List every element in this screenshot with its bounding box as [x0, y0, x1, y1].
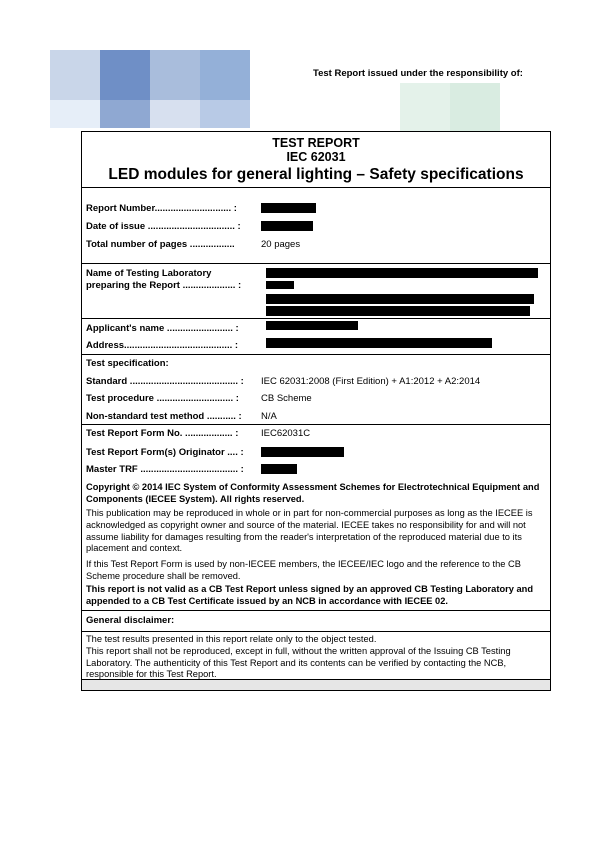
test-specification-section	[82, 354, 550, 425]
total-pages-value: 20 pages	[261, 239, 301, 250]
copyright-paragraph-1: This publication may be reproduced in whole or in part for non-commercial purposes as long as the IECEE is acknowledged as copyright owner and source of the material. IECEE takes no responsibility for and will not assume liability for damages resulting from the reader's interpretation of the reproduced material due to its placement and context.	[86, 508, 533, 554]
disclaimer-text	[82, 631, 550, 681]
trf-number-label: Test Report Form No. .................. :	[86, 428, 239, 439]
report-number-label: Report Number............................. :	[86, 203, 237, 214]
redacted-value	[266, 306, 530, 316]
title-line-1: TEST REPORT	[272, 136, 360, 150]
address-label: Address......................................... :	[86, 340, 239, 351]
redacted-value	[261, 203, 316, 213]
standard-label: Standard ......................................... :	[86, 376, 244, 387]
applicant-name-label: Applicant's name ......................... :	[86, 323, 239, 334]
issuing-body-logo	[50, 50, 250, 128]
disclaimer-line-1: The test results presented in this report relate only to the object tested.	[86, 634, 377, 644]
redacted-value	[261, 447, 344, 457]
logo-block	[200, 50, 250, 100]
total-pages-label: Total number of pages .................	[86, 239, 235, 250]
laboratory-logo	[400, 83, 500, 131]
nonstandard-method-label: Non-standard test method ........... :	[86, 411, 242, 422]
copyright-heading: Copyright © 2014 IEC System of Conformity Assessment Schemes for Electrotechnical Equipment and Components (IECEE System). All rights reserved.	[86, 482, 540, 504]
test-procedure-value: CB Scheme	[261, 393, 312, 404]
disclaimer-line-2: This report shall not be reproduced, except in full, without the written approval of the Issuing CB Testing Laboratory. The authenticity of this Test Report and its contents can be verified by contacting the NCB, responsible for this Test Report.	[86, 645, 511, 680]
footer-strip	[82, 679, 550, 690]
redacted-value	[266, 321, 358, 330]
title-line-3: LED modules for general lighting – Safety specifications	[108, 166, 524, 183]
logo-block	[150, 100, 200, 128]
trf-section	[82, 424, 550, 611]
master-trf-label: Master TRF ..................................... :	[86, 464, 244, 475]
validity-statement: This report is not valid as a CB Test Report unless signed by an approved CB Testing Laboratory and appended to a CB Test Certificate issued by an NCB in accordance with IECEE 02.	[86, 584, 534, 606]
nonstandard-method-value: N/A	[261, 411, 277, 422]
logo-block	[100, 100, 150, 128]
lab-name-label-line2: preparing the Report .................... :	[86, 280, 242, 291]
redacted-value	[266, 294, 534, 304]
logo-block	[50, 50, 100, 100]
logo-block	[100, 50, 150, 100]
test-spec-heading: Test specification:	[86, 358, 169, 369]
date-of-issue-label: Date of issue ................................. :	[86, 221, 241, 232]
redacted-value	[266, 281, 294, 289]
logo-block	[200, 100, 250, 128]
trf-originator-label: Test Report Form(s) Originator .... :	[86, 447, 244, 458]
redacted-value	[266, 338, 492, 348]
applicant-section	[82, 318, 550, 355]
logo-block	[450, 83, 500, 131]
report-form	[81, 131, 551, 691]
copyright-paragraph-2: If this Test Report Form is used by non-IECEE members, the IECEE/IEC logo and the reference to the CB Scheme procedure shall be removed.	[86, 559, 521, 581]
logo-block	[50, 100, 100, 128]
redacted-value	[261, 221, 313, 231]
title-block	[82, 136, 550, 185]
trf-number-value: IEC62031C	[261, 428, 311, 439]
testing-lab-section	[82, 263, 550, 319]
responsibility-text: Test Report issued under the responsibility of:	[313, 68, 523, 79]
disclaimer-heading: General disclaimer:	[86, 615, 175, 626]
redacted-value	[266, 268, 538, 278]
lab-name-label-line1: Name of Testing Laboratory	[86, 268, 212, 279]
report-info-section	[82, 187, 550, 264]
redacted-value	[261, 464, 297, 474]
test-procedure-label: Test procedure ............................. :	[86, 393, 239, 404]
title-line-2: IEC 62031	[286, 150, 346, 164]
standard-value: IEC 62031:2008 (First Edition) + A1:2012 + A2:2014	[261, 376, 481, 387]
logo-block	[150, 50, 200, 100]
